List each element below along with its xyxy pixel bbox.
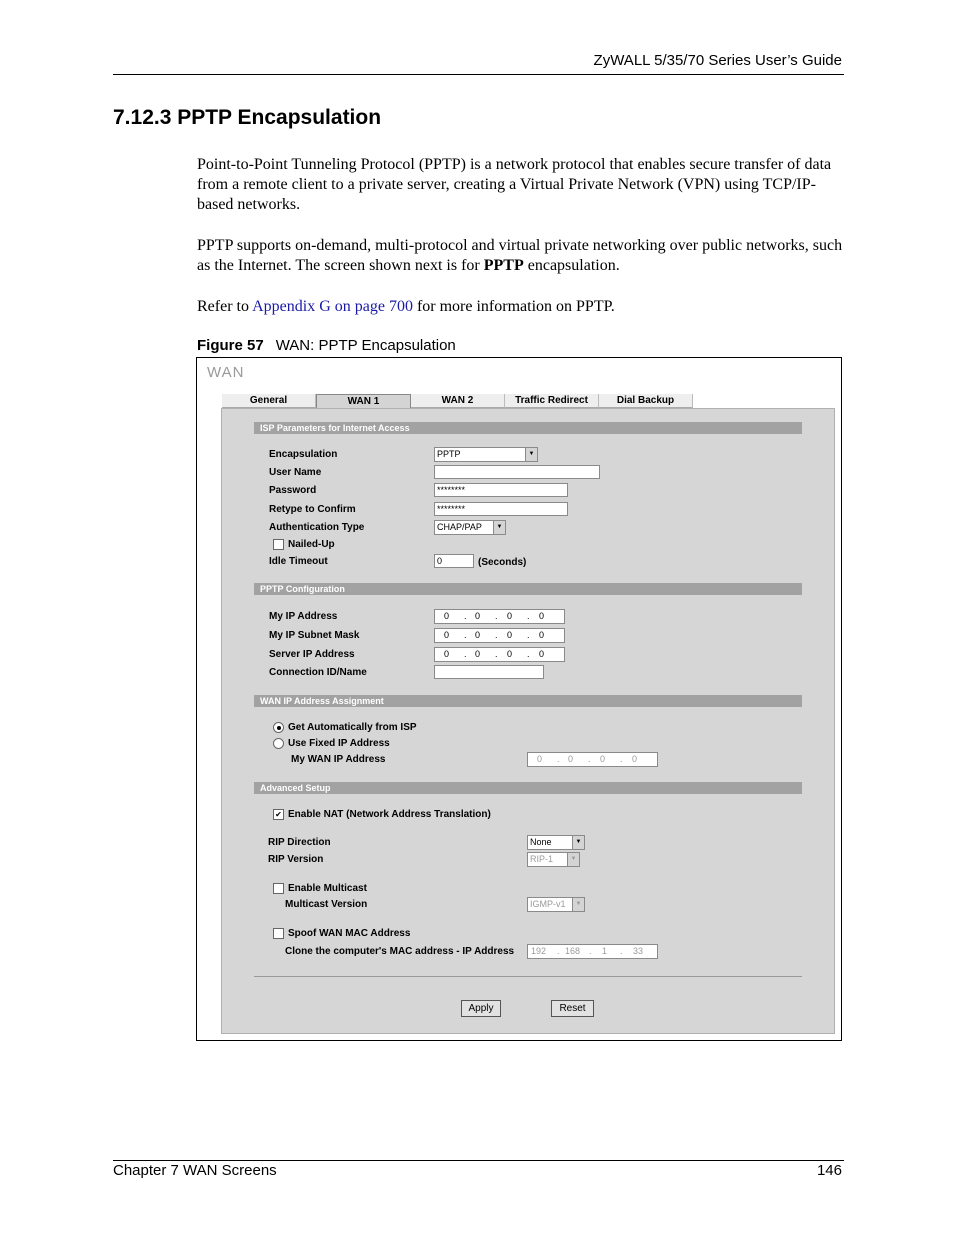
wan-screenshot	[196, 357, 842, 1041]
idle-timeout-input[interactable]: 0	[434, 554, 474, 568]
paragraph-1: Point-to-Point Tunneling Protocol (PPTP) is a network protocol that enables secure transfer of data from a remote client to a private server, creating a Virtual Private Network (VPN) using TCP/IP-based networks.	[197, 156, 832, 213]
nat-checkbox[interactable]	[273, 809, 284, 820]
auto-ip-radio[interactable]	[273, 722, 284, 733]
my-ip-input[interactable]: 0 . 0 . 0 . 0	[434, 609, 565, 624]
fixed-ip-radio[interactable]	[273, 738, 284, 749]
idle-timeout-unit: (Seconds)	[478, 557, 527, 568]
auth-type-label: Authentication Type	[269, 522, 365, 533]
isp-section-header: ISP Parameters for Internet Access	[254, 422, 802, 434]
connection-id-input[interactable]	[434, 665, 544, 679]
my-ip-label: My IP Address	[269, 611, 338, 622]
wan-ip-label: My WAN IP Address	[291, 754, 386, 765]
multicast-version-select[interactable]: IGMP-v1 ▼	[527, 897, 585, 912]
clone-mac-label: Clone the computer's MAC address - IP Address	[285, 946, 515, 957]
section-title: 7.12.3 PPTP Encapsulation	[113, 106, 382, 129]
multicast-version-label: Multicast Version	[285, 899, 368, 910]
advanced-section-header: Advanced Setup	[254, 782, 802, 794]
nailed-up-label: Nailed-Up	[288, 539, 335, 550]
guide-title: ZyWALL 5/35/70 Series User’s Guide	[593, 52, 842, 69]
rip-direction-label: RIP Direction	[268, 837, 331, 848]
subnet-mask-label: My IP Subnet Mask	[269, 630, 360, 641]
multicast-label: Enable Multicast	[288, 883, 367, 894]
spoof-mac-checkbox[interactable]	[273, 928, 284, 939]
wan-ip-input[interactable]: 0 . 0 . 0 . 0	[527, 752, 658, 767]
retype-input[interactable]: ********	[434, 502, 568, 516]
password-input[interactable]: ********	[434, 483, 568, 497]
reset-button[interactable]: Reset	[551, 1000, 594, 1017]
auth-type-select[interactable]: CHAP/PAP ▼	[434, 520, 506, 535]
rip-version-select[interactable]: RIP-1 ▼	[527, 852, 580, 867]
footer-chapter: Chapter 7 WAN Screens	[113, 1162, 277, 1179]
password-label: Password	[269, 485, 317, 496]
encapsulation-label: Encapsulation	[269, 449, 338, 460]
assignment-section-header: WAN IP Address Assignment	[254, 695, 802, 707]
auto-ip-label: Get Automatically from ISP	[288, 722, 417, 733]
server-ip-label: Server IP Address	[269, 649, 355, 660]
divider	[254, 976, 802, 977]
screen-title: WAN	[207, 364, 245, 381]
idle-timeout-label: Idle Timeout	[269, 556, 328, 567]
rip-direction-select[interactable]: None ▼	[527, 835, 585, 850]
paragraph-2: PPTP supports on-demand, multi-protocol and virtual private networking over public networks, such as the Internet. The screen shown next is for PPTP encapsulation.	[197, 237, 843, 274]
retype-label: Retype to Confirm	[269, 504, 356, 515]
chevron-down-icon: ▼	[572, 836, 584, 849]
paragraph-3: Refer to Appendix G on page 700 for more information on PPTP.	[197, 298, 615, 315]
tab-wan1[interactable]: WAN 1	[316, 394, 411, 408]
footer-rule	[113, 1160, 844, 1161]
fixed-ip-label: Use Fixed IP Address	[288, 738, 390, 749]
subnet-mask-input[interactable]: 0 . 0 . 0 . 0	[434, 628, 565, 643]
spoof-mac-label: Spoof WAN MAC Address	[288, 928, 411, 939]
tab-dial-backup[interactable]: Dial Backup	[599, 394, 693, 408]
clone-ip-input[interactable]: 192 . 168 . 1 . 33	[527, 944, 658, 959]
apply-button[interactable]: Apply	[461, 1000, 501, 1017]
tab-traffic-redirect[interactable]: Traffic Redirect	[505, 394, 599, 408]
nat-label: Enable NAT (Network Address Translation)	[288, 809, 491, 820]
chevron-down-icon: ▼	[567, 853, 579, 866]
pptp-section-header: PPTP Configuration	[254, 583, 802, 595]
header-rule	[113, 74, 844, 75]
tab-general[interactable]: General	[222, 394, 316, 408]
rip-version-label: RIP Version	[268, 854, 324, 865]
tab-wan2[interactable]: WAN 2	[411, 394, 505, 408]
nailed-up-checkbox[interactable]	[273, 539, 284, 550]
appendix-link[interactable]: Appendix G on page 700	[252, 298, 413, 315]
encapsulation-select[interactable]: PPTP ▼	[434, 447, 538, 462]
user-name-label: User Name	[269, 467, 322, 478]
page-number: 146	[816, 1162, 842, 1179]
multicast-checkbox[interactable]	[273, 883, 284, 894]
chevron-down-icon: ▼	[572, 898, 584, 911]
server-ip-input[interactable]: 0 . 0 . 0 . 0	[434, 647, 565, 662]
connection-id-label: Connection ID/Name	[269, 667, 367, 678]
chevron-down-icon: ▼	[493, 521, 505, 534]
user-name-input[interactable]	[434, 465, 600, 479]
figure-caption: Figure 57 WAN: PPTP Encapsulation	[197, 337, 456, 354]
chevron-down-icon: ▼	[525, 448, 537, 461]
wan-panel	[221, 408, 835, 1034]
checkmark-icon: ✔	[275, 810, 282, 819]
